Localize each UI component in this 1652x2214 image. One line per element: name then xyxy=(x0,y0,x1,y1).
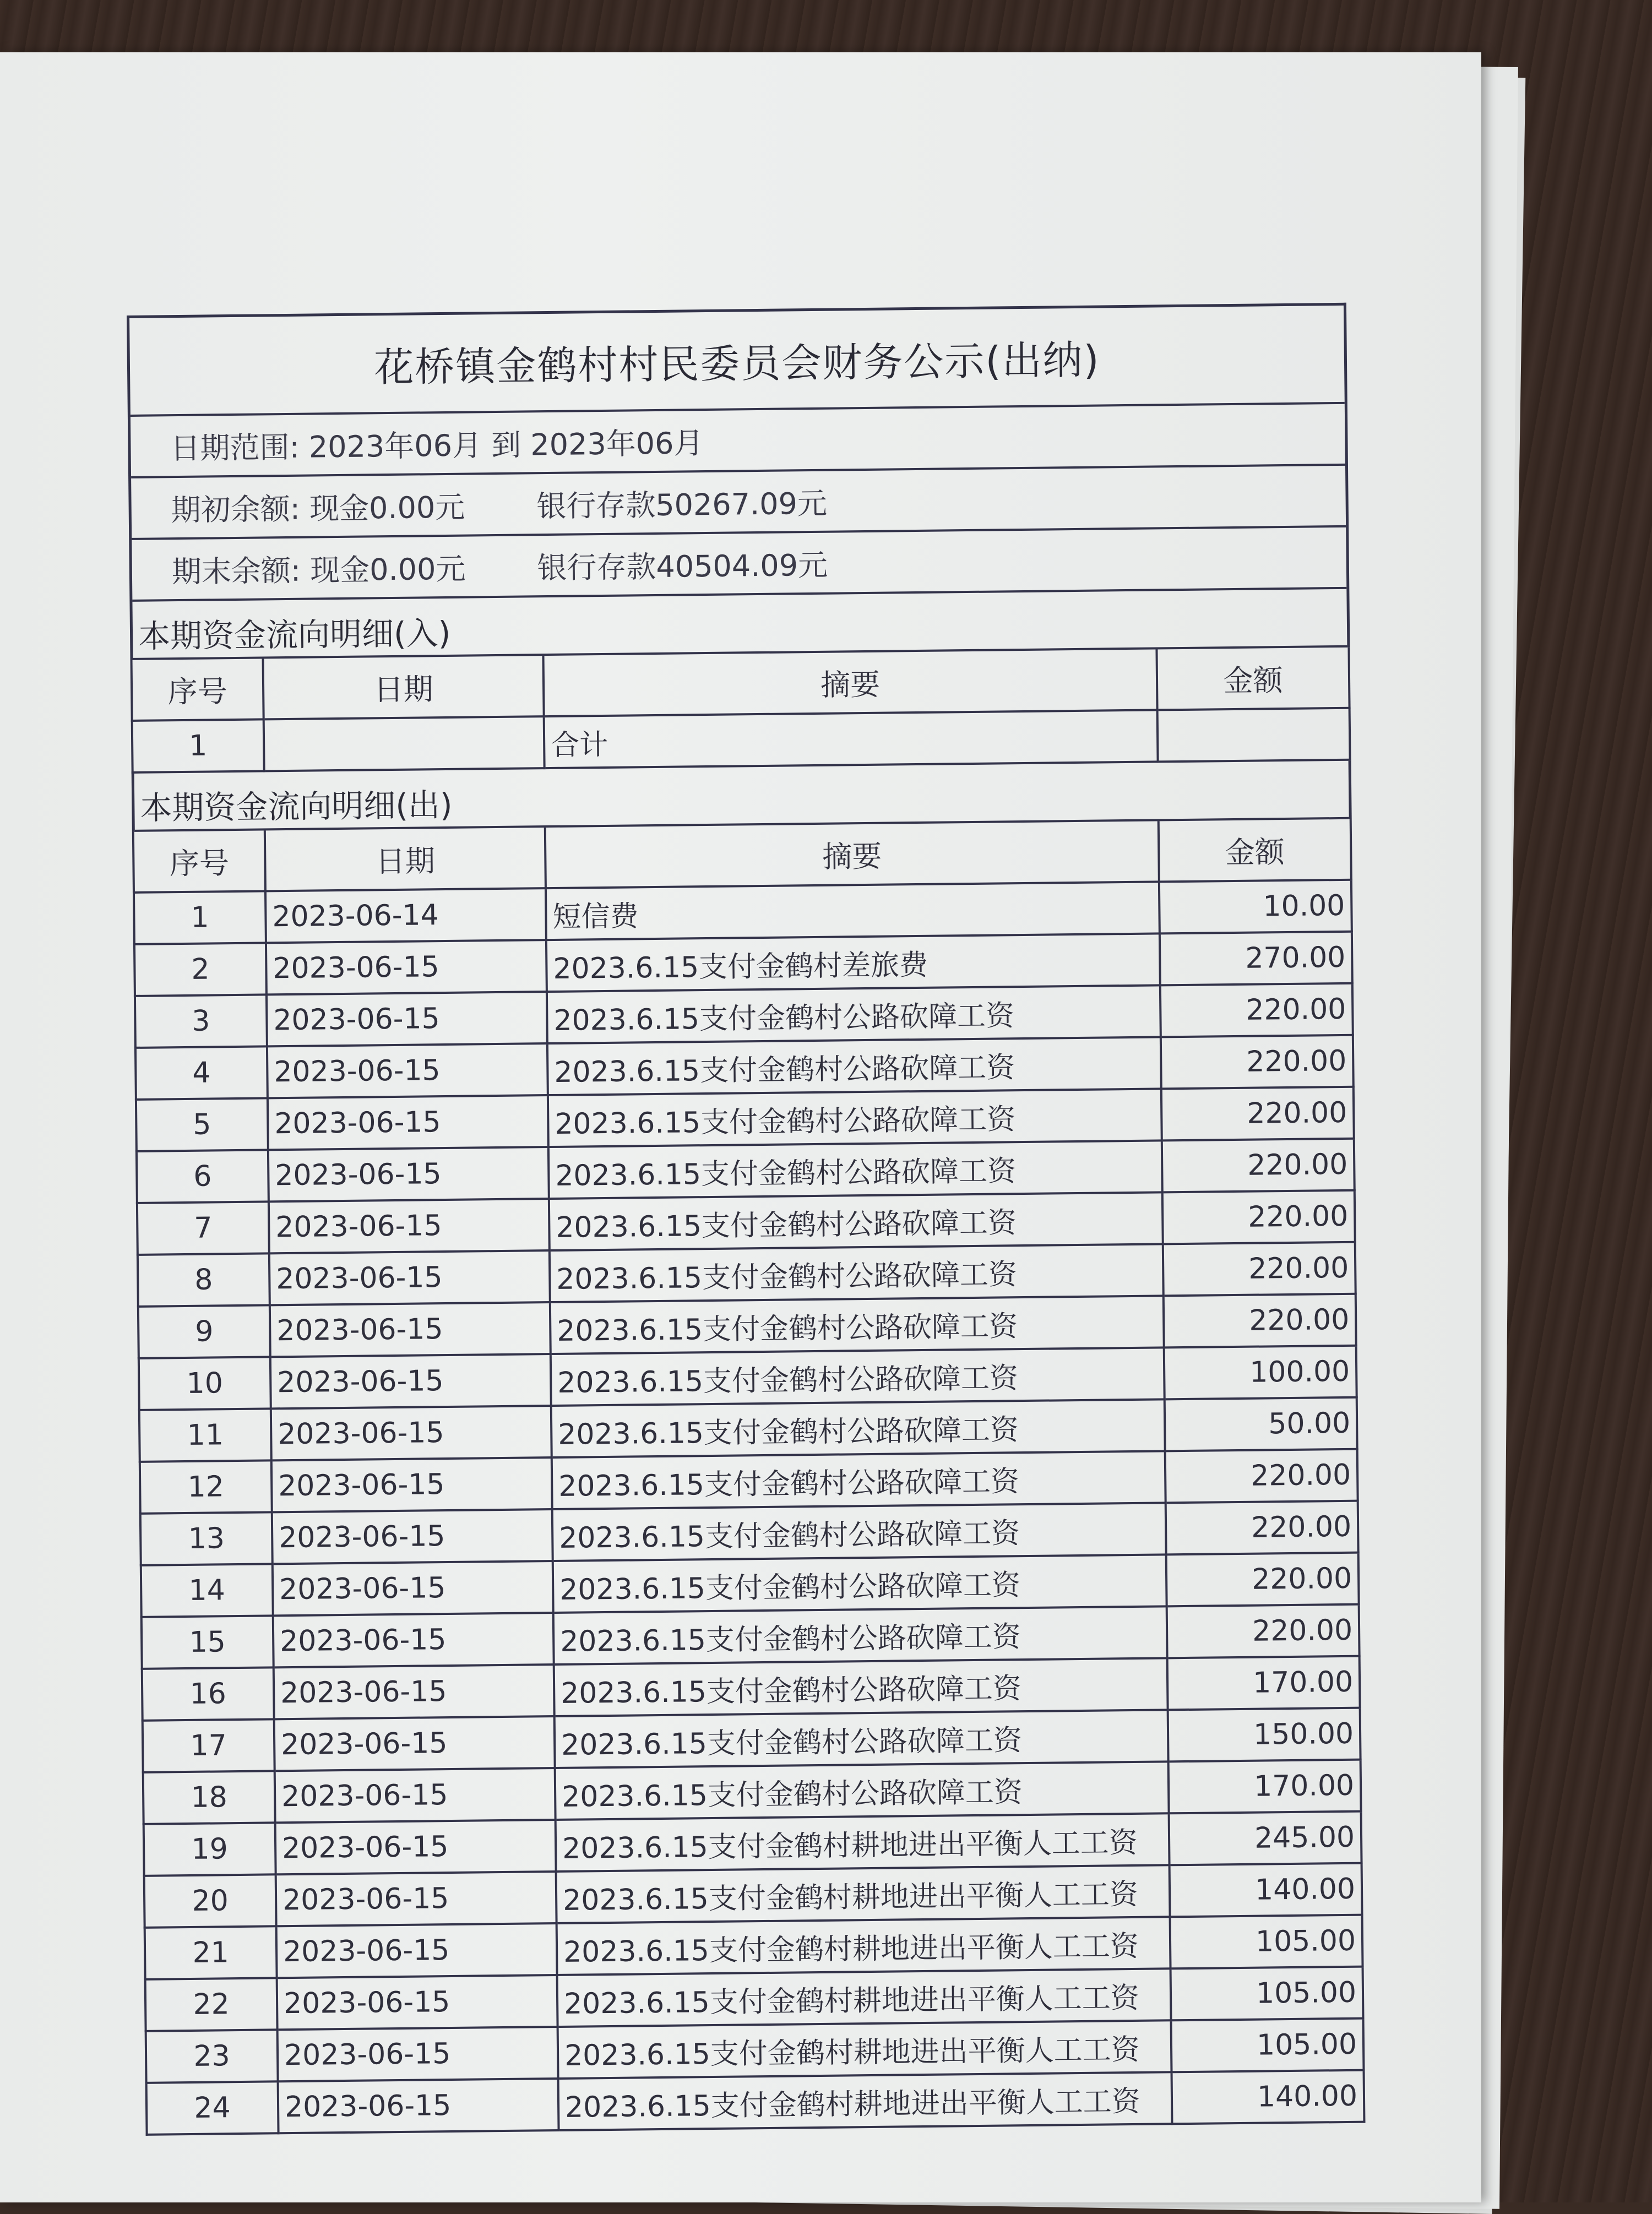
row-amount: 140.00 xyxy=(1170,1863,1362,1917)
row-date: 2023-06-15 xyxy=(276,1872,557,1926)
row-amount: 220.00 xyxy=(1160,983,1353,1037)
row-summary: 2023.6.15支付金鹤村公路砍障工资 xyxy=(548,1140,1162,1199)
row-summary: 2023.6.15支付金鹤村公路砍障工资 xyxy=(550,1296,1164,1354)
document-title: 花桥镇金鹤村村民委员会财务公示(出纳) xyxy=(129,306,1345,417)
income-col-date: 日期 xyxy=(263,656,544,719)
row-date: 2023-06-15 xyxy=(266,940,547,994)
income-section-heading: 本期资金流向明细(入) xyxy=(132,589,1347,660)
row-seq: 19 xyxy=(144,1823,276,1875)
paper-sheet xyxy=(0,52,1481,2202)
row-amount: 10.00 xyxy=(1159,880,1352,934)
row-summary: 2023.6.15支付金鹤村公路砍障工资 xyxy=(555,1761,1169,1820)
row-summary: 2023.6.15支付金鹤村耕地进出平衡人工工资 xyxy=(558,2072,1172,2130)
row-amount: 50.00 xyxy=(1165,1397,1357,1451)
row-summary: 2023.6.15支付金鹤村公路砍障工资 xyxy=(555,1710,1169,1768)
expense-col-date: 日期 xyxy=(265,828,546,891)
row-amount: 150.00 xyxy=(1168,1708,1361,1762)
row-seq: 5 xyxy=(136,1098,268,1151)
row-summary: 2023.6.15支付金鹤村公路砍障工资 xyxy=(554,1658,1168,1716)
row-amount: 220.00 xyxy=(1162,1139,1355,1193)
row-amount: 245.00 xyxy=(1169,1812,1362,1865)
expense-table xyxy=(132,819,1366,2136)
row-date: 2023-06-15 xyxy=(275,1820,556,1874)
row-amount: 220.00 xyxy=(1166,1501,1358,1555)
row-seq: 22 xyxy=(145,1978,278,2031)
expense-section-heading: 本期资金流向明细(出) xyxy=(134,761,1349,832)
row-summary: 2023.6.15支付金鹤村耕地进出平衡人工工资 xyxy=(556,1813,1170,1872)
row-seq: 10 xyxy=(139,1357,271,1410)
row-seq: 8 xyxy=(138,1253,270,1306)
row-amount: 220.00 xyxy=(1165,1449,1358,1503)
row-date: 2023-06-15 xyxy=(272,1509,553,1564)
row-seq: 13 xyxy=(140,1512,273,1565)
row-date: 2023-06-15 xyxy=(278,2027,558,2081)
row-date: 2023-06-14 xyxy=(265,888,546,943)
row-seq: 1 xyxy=(134,891,266,944)
row-summary: 2023.6.15支付金鹤村公路砍障工资 xyxy=(553,1554,1167,1613)
row-amount: 220.00 xyxy=(1164,1294,1356,1348)
row-amount: 220.00 xyxy=(1161,1087,1354,1141)
row-summary: 2023.6.15支付金鹤村耕地进出平衡人工工资 xyxy=(557,1917,1171,1975)
income-col-amount: 金额 xyxy=(1156,648,1349,710)
row-date: 2023-06-15 xyxy=(270,1302,551,1357)
expense-col-amount: 金额 xyxy=(1159,819,1351,882)
row-seq: 11 xyxy=(139,1408,271,1461)
income-col-summary: 摘要 xyxy=(544,649,1158,716)
row-date xyxy=(264,716,545,771)
row-summary: 2023.6.15支付金鹤村公路砍障工资 xyxy=(550,1244,1164,1302)
row-date: 2023-06-15 xyxy=(267,992,547,1046)
row-amount: 170.00 xyxy=(1167,1656,1360,1710)
expense-col-seq: 序号 xyxy=(133,830,265,892)
row-amount: 220.00 xyxy=(1162,1190,1355,1244)
row-summary: 2023.6.15支付金鹤村差旅费 xyxy=(546,933,1160,992)
row-summary: 2023.6.15支付金鹤村公路砍障工资 xyxy=(548,1089,1162,1147)
row-seq: 17 xyxy=(143,1719,275,1772)
row-date: 2023-06-15 xyxy=(273,1613,554,1667)
row-date: 2023-06-15 xyxy=(269,1199,550,1253)
row-date: 2023-06-15 xyxy=(276,1923,557,1978)
row-amount: 220.00 xyxy=(1167,1604,1360,1658)
row-date: 2023-06-15 xyxy=(271,1406,552,1460)
row-date: 2023-06-15 xyxy=(269,1250,550,1305)
row-summary: 2023.6.15支付金鹤村公路砍障工资 xyxy=(551,1399,1165,1457)
row-seq: 14 xyxy=(141,1564,273,1617)
row-date: 2023-06-15 xyxy=(271,1457,552,1512)
row-seq: 23 xyxy=(146,2030,278,2082)
row-amount: 140.00 xyxy=(1172,2070,1365,2124)
opening-bank: 银行存款50267.09元 xyxy=(536,486,828,524)
row-date: 2023-06-15 xyxy=(274,1716,555,1771)
row-summary: 2023.6.15支付金鹤村公路砍障工资 xyxy=(551,1347,1165,1406)
row-amount: 170.00 xyxy=(1169,1760,1361,1814)
closing-cash: 期末余额: 现金0.00元 xyxy=(171,551,466,589)
row-amount: 220.00 xyxy=(1163,1242,1356,1296)
row-amount: 220.00 xyxy=(1161,1035,1354,1089)
row-seq: 6 xyxy=(137,1150,269,1203)
row-date: 2023-06-15 xyxy=(278,2079,559,2133)
row-seq: 12 xyxy=(140,1460,272,1513)
row-amount xyxy=(1158,708,1350,762)
income-col-seq: 序号 xyxy=(132,659,264,720)
row-summary: 2023.6.15支付金鹤村公路砍障工资 xyxy=(547,985,1161,1043)
row-date: 2023-06-15 xyxy=(277,1975,558,2030)
opening-cash: 期初余额: 现金0.00元 xyxy=(171,489,465,527)
expense-col-summary: 摘要 xyxy=(545,821,1159,888)
row-seq: 24 xyxy=(146,2081,279,2134)
row-amount: 105.00 xyxy=(1171,2019,1364,2072)
row-date: 2023-06-15 xyxy=(268,1095,548,1150)
row-date: 2023-06-15 xyxy=(274,1664,555,1719)
row-seq: 7 xyxy=(137,1201,269,1254)
row-seq: 1 xyxy=(132,719,264,772)
row-amount: 270.00 xyxy=(1160,932,1352,986)
row-seq: 18 xyxy=(143,1771,275,1824)
row-seq: 21 xyxy=(145,1926,277,1979)
row-summary: 2023.6.15支付金鹤村耕地进出平衡人工工资 xyxy=(558,2020,1172,2079)
row-date: 2023-06-15 xyxy=(267,1043,548,1098)
row-date: 2023-06-15 xyxy=(268,1147,549,1201)
row-summary: 2023.6.15支付金鹤村公路砍障工资 xyxy=(552,1451,1166,1509)
row-summary: 2023.6.15支付金鹤村公路砍障工资 xyxy=(553,1606,1167,1664)
row-summary: 2023.6.15支付金鹤村耕地进出平衡人工工资 xyxy=(557,1968,1171,2027)
row-seq: 20 xyxy=(144,1874,276,1927)
date-range-text: 日期范围: 2023年06月 到 2023年06月 xyxy=(170,425,704,466)
row-date: 2023-06-15 xyxy=(273,1561,553,1615)
row-summary: 2023.6.15支付金鹤村公路砍障工资 xyxy=(547,1037,1161,1095)
row-amount: 105.00 xyxy=(1170,1915,1363,1969)
row-summary: 2023.6.15支付金鹤村公路砍障工资 xyxy=(552,1503,1166,1561)
row-amount: 100.00 xyxy=(1164,1346,1357,1400)
income-table xyxy=(131,648,1351,774)
row-seq: 3 xyxy=(135,994,267,1047)
row-amount: 220.00 xyxy=(1166,1553,1359,1607)
row-seq: 15 xyxy=(142,1615,274,1668)
closing-bank: 银行存款40504.09元 xyxy=(537,547,828,585)
row-summary: 合计 xyxy=(544,710,1158,768)
row-summary: 短信费 xyxy=(546,882,1160,940)
row-date: 2023-06-15 xyxy=(275,1768,556,1823)
row-summary: 2023.6.15支付金鹤村耕地进出平衡人工工资 xyxy=(556,1865,1170,1923)
financial-statement xyxy=(127,303,1365,2136)
row-seq: 2 xyxy=(134,943,267,996)
row-seq: 9 xyxy=(138,1305,270,1358)
row-seq: 16 xyxy=(142,1667,274,1720)
header-box xyxy=(127,303,1350,660)
row-amount: 105.00 xyxy=(1171,1967,1363,2021)
row-seq: 4 xyxy=(135,1046,268,1099)
row-summary: 2023.6.15支付金鹤村公路砍障工资 xyxy=(549,1192,1163,1250)
row-date: 2023-06-15 xyxy=(270,1354,551,1408)
